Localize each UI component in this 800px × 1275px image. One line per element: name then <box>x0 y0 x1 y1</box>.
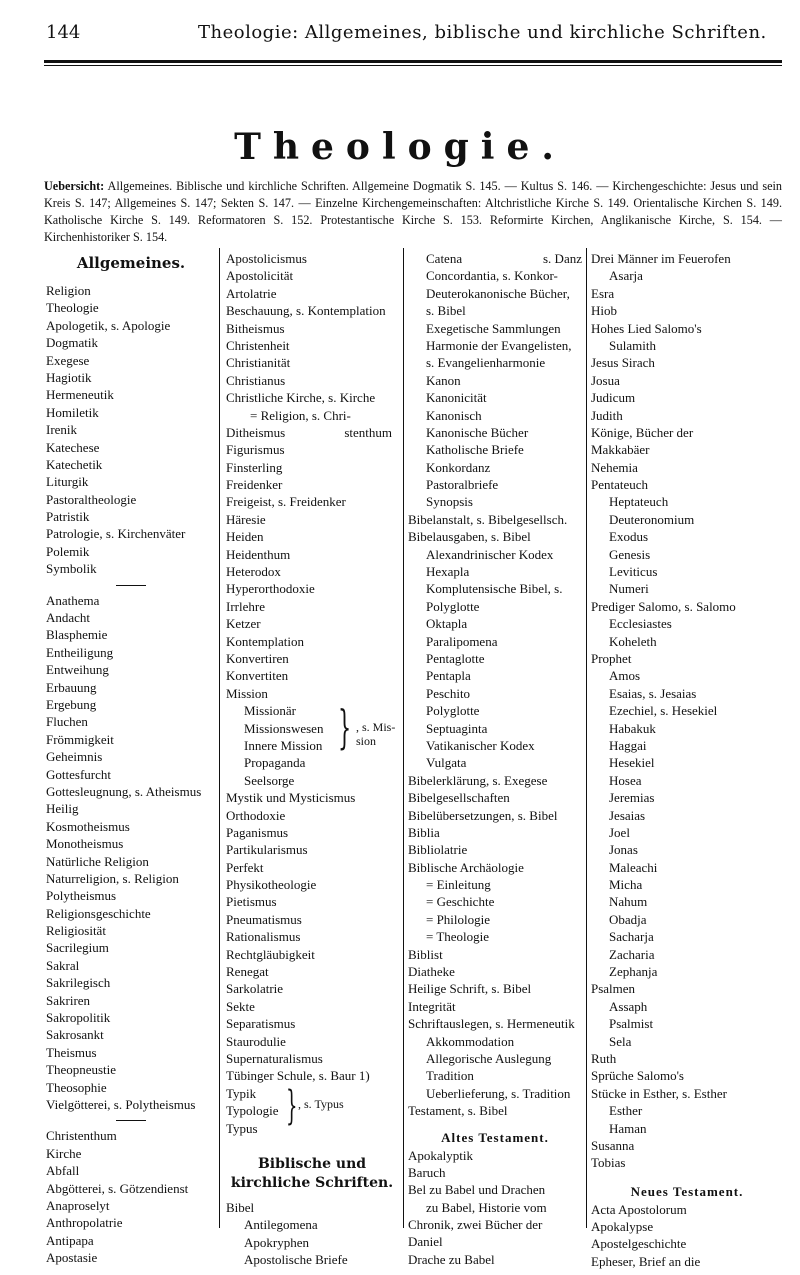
index-entry: Könige, Bücher der <box>591 424 694 440</box>
index-entry: s. Bibel <box>426 303 466 319</box>
index-entry: Theosophie <box>46 1079 107 1095</box>
index-entry: Ueberlieferung, s. Tradition <box>426 1085 571 1101</box>
overview-paragraph <box>44 178 782 246</box>
main-title: Theologie. <box>234 126 566 168</box>
index-entry: Esther <box>609 1103 643 1119</box>
index-entry: Perfekt <box>226 859 264 875</box>
entry-list <box>408 511 582 546</box>
index-entry: Susanna <box>591 1137 635 1153</box>
index-entry: Epheser, Brief an die <box>591 1253 701 1269</box>
entry-list <box>591 667 783 980</box>
index-entry: Partikularismus <box>226 842 308 858</box>
index-entry: s. Evangelienharmonie <box>426 355 546 371</box>
index-entry: Septuaginta <box>426 720 488 736</box>
entry-list <box>408 302 582 511</box>
index-entry: Ezechiel, s. Hesekiel <box>609 703 718 719</box>
entry <box>408 250 582 267</box>
index-entry: Apostolische Briefe <box>244 1252 348 1268</box>
index-entry: Christianus <box>226 372 286 388</box>
index-entry: Nahum <box>609 894 648 910</box>
section-heading-biblische: Biblische und kirchliche Schriften. <box>230 1155 394 1191</box>
index-entry: Sakriren <box>46 992 91 1008</box>
index-entry: Judith <box>591 407 623 423</box>
page-number: 144 <box>46 22 81 43</box>
entry-list <box>226 789 398 1085</box>
index-entry: Bibelgesellschaften <box>408 790 510 806</box>
index-entry: Orthodoxie <box>226 807 286 823</box>
index-entry: Artolatrie <box>226 285 277 301</box>
typik-group <box>226 1082 398 1137</box>
brace-symbol: } <box>338 700 352 755</box>
entry-list <box>408 546 582 772</box>
spacer <box>591 1172 783 1182</box>
index-entry: Vatikanischer Kodex <box>426 737 535 753</box>
column-3 <box>408 250 582 1268</box>
index-entry: Entheiligung <box>46 644 114 660</box>
index-entry: Pentaglotte <box>426 650 485 666</box>
index-entry: Bibel <box>226 1199 255 1215</box>
index-entry: Vielgötterei, s. Polytheismus <box>46 1096 196 1112</box>
index-entry: Drache zu Babel <box>408 1251 495 1267</box>
index-entry: Tübinger Schule, s. Baur 1) <box>226 1068 370 1084</box>
index-entry: Pastoraltheologie <box>46 491 137 507</box>
index-entry: Apostelgeschichte <box>591 1236 687 1252</box>
typik-note: , s. Typus <box>298 1096 344 1111</box>
entry-list <box>226 441 398 702</box>
index-entry: Hosea <box>609 772 642 788</box>
index-entry: Konvertiten <box>226 668 289 684</box>
index-entry: Symbolik <box>46 561 97 577</box>
index-entry: Mystik und Mysticismus <box>226 790 356 806</box>
column-1 <box>46 250 216 1266</box>
index-entry: Pentapla <box>426 668 471 684</box>
index-entry: Kanon <box>426 372 461 388</box>
mission-group <box>226 702 398 789</box>
index-entry: Jonas <box>609 842 638 858</box>
index-entry: Exegese <box>46 352 90 368</box>
entry-list <box>226 1082 398 1137</box>
index-entry: Exodus <box>609 529 648 545</box>
index-entry: Typologie <box>226 1103 279 1119</box>
index-entry: Patristik <box>46 509 90 525</box>
index-entry: Homiletik <box>46 404 99 420</box>
index-entry: Staurodulie <box>226 1033 286 1049</box>
index-entry: Typik <box>226 1085 257 1101</box>
index-entry: Irenik <box>46 422 78 438</box>
index-entry: Kanonische Bücher <box>426 424 529 440</box>
entry-list <box>46 592 216 1114</box>
header-rule-thin <box>44 65 782 66</box>
index-entry: Sacrilegium <box>46 940 109 956</box>
index-entry: Deuteronomium <box>609 511 695 527</box>
index-entry: Bibelübersetzungen, s. Bibel <box>408 807 558 823</box>
entry-list <box>408 1216 582 1268</box>
index-entry: Kanonicität <box>426 390 487 406</box>
index-entry: Katechetik <box>46 456 103 472</box>
index-entry: Christianität <box>226 355 291 371</box>
index-entry: Polyglotte <box>426 703 480 719</box>
index-entry: Heiden <box>226 529 264 545</box>
index-entry: Separatismus <box>226 1016 296 1032</box>
index-entry: Polytheismus <box>46 888 117 904</box>
separator-dash <box>46 578 216 592</box>
index-entry: Missionär <box>244 703 296 719</box>
index-entry: Pietismus <box>226 894 277 910</box>
index-entry: Bibelanstalt, s. Bibelgesellsch. <box>408 511 568 527</box>
index-entry: Ketzer <box>226 616 261 632</box>
index-entry: Akkommodation <box>426 1033 515 1049</box>
index-entry: Rationalismus <box>226 929 301 945</box>
index-entry: Rechtgläubigkeit <box>226 946 315 962</box>
index-entry: Freigeist, s. Freidenker <box>226 494 346 510</box>
index-entry: Anaproselyt <box>46 1197 110 1213</box>
index-entry: Prediger Salomo, s. Salomo <box>591 598 736 614</box>
entry-list <box>591 1201 783 1271</box>
index-entry: Abgötterei, s. Götzendienst <box>46 1180 189 1196</box>
index-entry: Bitheismus <box>226 320 285 336</box>
spacer <box>226 1137 398 1151</box>
index-entry: Synopsis <box>426 494 473 510</box>
index-entry: Jesus Sirach <box>591 355 655 371</box>
index-entry: Antilegomena <box>244 1217 318 1233</box>
index-entry: Apostolicismus <box>226 251 307 266</box>
index-entry: Frömmigkeit <box>46 731 114 747</box>
entry-list <box>591 285 783 337</box>
entry-list <box>408 772 582 876</box>
index-entry: Christenthum <box>46 1128 117 1144</box>
index-entry: Theopneustie <box>46 1062 117 1078</box>
index-entry: Esra <box>591 285 615 301</box>
index-entry: Apokalyptik <box>408 1147 473 1163</box>
index-entry: Zacharia <box>609 946 655 962</box>
index-entry: Acta Apostolorum <box>591 1201 687 1217</box>
index-entry: Polyglotte <box>426 598 480 614</box>
entry-list <box>226 250 398 407</box>
index-entry: Seelsorge <box>244 772 295 788</box>
index-entry: Konvertiren <box>226 650 289 666</box>
entry-list <box>46 282 216 578</box>
index-entry: Tradition <box>426 1068 474 1084</box>
entry-list <box>591 598 783 615</box>
index-entry: Hermeneutik <box>46 387 114 403</box>
index-entry: Finsterling <box>226 459 283 475</box>
index-entry: Anthropolatrie <box>46 1215 123 1231</box>
index-entry: Monotheismus <box>46 836 124 852</box>
separator-dash <box>46 1113 216 1127</box>
index-entry: Liturgik <box>46 474 89 490</box>
index-entry: Baruch <box>408 1164 446 1180</box>
index-entry: Schriftauslegen, s. Hermeneutik <box>408 1016 575 1032</box>
index-entry: Peschito <box>426 685 471 701</box>
entry-list <box>591 998 783 1050</box>
index-entry: Katholische Briefe <box>426 442 524 458</box>
entry-list <box>591 337 783 354</box>
section-heading-allgemeines: Allgemeines. <box>76 254 186 272</box>
entry-list <box>408 267 582 302</box>
index-entry: Jeremias <box>609 790 655 806</box>
index-entry: Religiosität <box>46 923 106 939</box>
index-entry: Bibelerklärung, s. Exegese <box>408 772 548 788</box>
index-entry: Gottesfurcht <box>46 766 111 782</box>
index-entry: Sprüche Salomo's <box>591 1068 684 1084</box>
index-entry: Habakuk <box>609 720 656 736</box>
index-entry: Religion <box>46 283 91 298</box>
index-entry: Physikotheologie <box>226 877 317 893</box>
index-entry: Ruth <box>591 1050 617 1066</box>
index-entry: Sulamith <box>609 337 656 353</box>
index-entry: Religionsgeschichte <box>46 905 151 921</box>
entry-list <box>226 1199 398 1216</box>
index-entry: Supernaturalismus <box>226 1050 323 1066</box>
index-entry: Heilig <box>46 801 79 817</box>
column-divider-3 <box>586 248 587 1228</box>
entry-list <box>408 1033 582 1103</box>
index-entry: Hiob <box>591 303 617 319</box>
entry-text: Ditheismus <box>226 424 286 440</box>
running-title: Theologie: Allgemeines, biblische und kirchliche Schriften. <box>198 22 767 43</box>
index-entry: Exegetische Sammlungen <box>426 320 561 336</box>
index-entry: Kanonisch <box>426 407 482 423</box>
index-entry: Polemik <box>46 543 90 559</box>
index-entry: Deuterokanonische Bücher, <box>426 285 570 301</box>
index-entry: Dogmatik <box>46 335 98 351</box>
index-entry: Antipapa <box>46 1232 94 1248</box>
index-entry: Sekte <box>226 998 255 1014</box>
entry-list <box>591 615 783 650</box>
subheading-altes-testament: Altes Testament. <box>441 1129 549 1145</box>
entry-list <box>591 1102 783 1137</box>
entry-continuation: s. Danz <box>543 251 582 266</box>
index-entry: Judicum <box>591 390 636 406</box>
index-entry: Joel <box>609 824 630 840</box>
index-entry: Biblische Archäologie <box>408 859 524 875</box>
index-entry: Figurismus <box>226 442 285 458</box>
index-entry: Renegat <box>226 964 269 980</box>
index-entry: Esaias, s. Jesaias <box>609 685 697 701</box>
index-entry: Haggai <box>609 737 647 753</box>
index-entry: Harmonie der Evangelisten, <box>426 337 572 353</box>
index-entry: Komplutensische Bibel, s. <box>426 581 563 597</box>
entry-continuation: stenthum <box>344 424 392 440</box>
index-entry: Pastoralbriefe <box>426 477 499 493</box>
index-entry: Paganismus <box>226 824 289 840</box>
index-entry: Chronik, zwei Bücher der <box>408 1217 543 1233</box>
index-entry: = Theologie <box>426 929 490 945</box>
entry-list <box>591 650 783 667</box>
index-entry: Zephanja <box>609 964 658 980</box>
index-entry: Typus <box>226 1120 258 1136</box>
index-entry: Hagiotik <box>46 369 92 385</box>
index-entry: Nehemia <box>591 459 638 475</box>
index-entry: Obadja <box>609 911 647 927</box>
index-entry: Irrlehre <box>226 598 265 614</box>
index-entry: Heidenthum <box>226 546 291 562</box>
index-entry: Micha <box>609 877 643 893</box>
index-entry: Heilige Schrift, s. Bibel <box>408 981 532 997</box>
overview-text: Allgemeines. Biblische und kirchliche Schriften. Allgemeine Dogmatik S. 145. — Kultus S. 146. — Kirchengeschichte: Jesus und sein Kreis S. 147; Allgemeines S. 147; Sekten S. 147. — Einzelne Kirchengemeinschaften: Altchristliche Kirche S. 149. Orientalische Kirchen S. 149. Katholische Kirche S. 149. Reformatoren S. 152. Protestantische Kirche S. 153. Reformirte Kirchen, Anglikanische Kirche, S. 154. — Kirchenhistoriker S. 154. <box>44 179 782 244</box>
index-entry: Hexapla <box>426 564 470 580</box>
entry-text: Catena <box>426 251 463 266</box>
index-entry: Bibelausgaben, s. Bibel <box>408 529 531 545</box>
index-entry: Mission <box>226 685 268 701</box>
index-entry: Geheimnis <box>46 749 103 765</box>
brace-symbol: } <box>286 1082 298 1129</box>
index-entry: Christliche Kirche, s. Kirche <box>226 390 376 406</box>
column-4 <box>591 250 783 1270</box>
index-entry: Koheleth <box>609 633 657 649</box>
index-entry: Pentateuch <box>591 477 649 493</box>
index-entry: Ecclesiastes <box>609 616 672 632</box>
index-entry: Sakrilegisch <box>46 975 111 991</box>
index-entry: Innere Mission <box>244 737 323 753</box>
entry-list <box>408 1147 582 1199</box>
index-entry: Theologie <box>46 300 99 316</box>
index-entry: Psalmist <box>609 1016 654 1032</box>
index-entry: Assaph <box>609 998 648 1014</box>
entry-list <box>408 1102 582 1119</box>
index-entry: Freidenker <box>226 477 283 493</box>
index-entry: Apokalypse <box>591 1219 654 1235</box>
index-entry: Anathema <box>46 592 100 608</box>
index-entry: Josua <box>591 372 620 388</box>
entry-list <box>591 980 783 997</box>
index-entry: Testament, s. Bibel <box>408 1103 508 1119</box>
entry-list <box>408 876 582 946</box>
index-entry: Maleachi <box>609 859 658 875</box>
index-entry: Sakropolitik <box>46 1010 111 1026</box>
index-entry: Abfall <box>46 1163 80 1179</box>
index-entry: Hohes Lied Salomo's <box>591 320 702 336</box>
index-entry: Kontemplation <box>226 633 304 649</box>
index-entry: Daniel <box>408 1234 443 1250</box>
index-entry: Jesaias <box>609 807 646 823</box>
index-entry: Sarkolatrie <box>226 981 284 997</box>
index-entry: Christenheit <box>226 337 290 353</box>
index-entry: Konkordanz <box>426 459 491 475</box>
index-entry: Kosmotheismus <box>46 818 130 834</box>
entry-list <box>591 1050 783 1102</box>
index-entry: Fluchen <box>46 714 88 730</box>
index-entry: Missionswesen <box>244 720 324 736</box>
column-divider-1 <box>219 248 220 1228</box>
index-entry: Diatheke <box>408 964 455 980</box>
index-entry: Natürliche Religion <box>46 853 149 869</box>
index-entry: Beschauung, s. Kontemplation <box>226 303 386 319</box>
entry-list <box>591 1137 783 1172</box>
index-entry: Vulgata <box>426 755 467 771</box>
index-entry: Sacharja <box>609 929 654 945</box>
column-2 <box>226 250 398 1268</box>
index-entry: = Geschichte <box>426 894 495 910</box>
index-entry: Drei Männer im Feuerofen <box>591 251 731 266</box>
index-entry: Patrologie, s. Kirchenväter <box>46 526 186 542</box>
index-entry: Katechese <box>46 439 100 455</box>
index-entry: Sakral <box>46 957 80 973</box>
index-entry: Stücke in Esther, s. Esther <box>591 1085 727 1101</box>
index-entry: Allegorische Auslegung <box>426 1050 552 1066</box>
index-entry: Gottesleugnung, s. Atheismus <box>46 783 202 799</box>
entry-list <box>226 1216 398 1268</box>
index-entry: Entweihung <box>46 662 109 678</box>
index-entry: Blasphemie <box>46 627 108 643</box>
index-entry: Concordantia, s. Konkor- <box>426 268 558 284</box>
spacer <box>408 1120 582 1128</box>
index-entry: = Einleitung <box>426 877 491 893</box>
index-entry: Haman <box>609 1120 647 1136</box>
index-entry: Numeri <box>609 581 649 597</box>
subheading-neues-testament: Neues Testament. <box>630 1183 744 1199</box>
index-entry: Heptateuch <box>609 494 669 510</box>
index-entry: Integrität <box>408 998 456 1014</box>
index-entry: Sela <box>609 1033 632 1049</box>
index-entry: Apostasie <box>46 1250 98 1266</box>
index-entry: Paralipomena <box>426 633 498 649</box>
index-entry: Tobias <box>591 1155 626 1171</box>
index-entry: Leviticus <box>609 564 658 580</box>
index-entry: Bel zu Babel und Drachen <box>408 1182 546 1198</box>
index-entry: Propaganda <box>244 755 306 771</box>
entry-list <box>591 354 783 493</box>
entry <box>226 424 398 441</box>
index-entry: Kirche <box>46 1145 82 1161</box>
index-entry: Biblia <box>408 824 440 840</box>
entry-list <box>408 1199 582 1216</box>
index-entry: Oktapla <box>426 616 468 632</box>
index-entry: Makkabäer <box>591 442 650 458</box>
index-entry: Hyperorthodoxie <box>226 581 315 597</box>
index-entry: Psalmen <box>591 981 636 997</box>
header-rule-thick <box>44 60 782 63</box>
index-entry: Asarja <box>609 268 643 284</box>
entry-list <box>591 267 783 284</box>
entry-list <box>408 946 582 1033</box>
index-entry: Ergebung <box>46 696 97 712</box>
entry: = Religion, s. Chri- <box>250 407 351 423</box>
overview-label: Uebersicht: <box>44 179 105 193</box>
index-entry: Heterodox <box>226 564 281 580</box>
index-entry: Naturreligion, s. Religion <box>46 870 179 886</box>
index-entry: Theismus <box>46 1044 97 1060</box>
index-entry: Alexandrinischer Kodex <box>426 546 554 562</box>
index-entry: Sakrosankt <box>46 1027 104 1043</box>
index-entry: Häresie <box>226 511 266 527</box>
index-entry: Bibliolatrie <box>408 842 468 858</box>
index-entry: Genesis <box>609 546 651 562</box>
index-entry: Apostolicität <box>226 268 294 284</box>
index-entry: zu Babel, Historie vom <box>426 1199 547 1215</box>
entry-list <box>591 493 783 597</box>
entry-list <box>591 250 783 267</box>
index-entry: Apokryphen <box>244 1234 309 1250</box>
index-entry: Prophet <box>591 650 632 666</box>
mission-note: , s. Mis- sion <box>356 720 396 749</box>
index-entry: Andacht <box>46 610 91 626</box>
entry-list <box>46 1127 216 1266</box>
index-entry: Pneumatismus <box>226 911 302 927</box>
index-entry: Amos <box>609 668 641 684</box>
index-entry: Biblist <box>408 946 443 962</box>
index-entry: = Philologie <box>426 911 491 927</box>
index-entry: Erbauung <box>46 679 97 695</box>
index-entry: Apologetik, s. Apologie <box>46 317 171 333</box>
column-divider-2 <box>403 248 404 1228</box>
index-entry: Hesekiel <box>609 755 655 771</box>
